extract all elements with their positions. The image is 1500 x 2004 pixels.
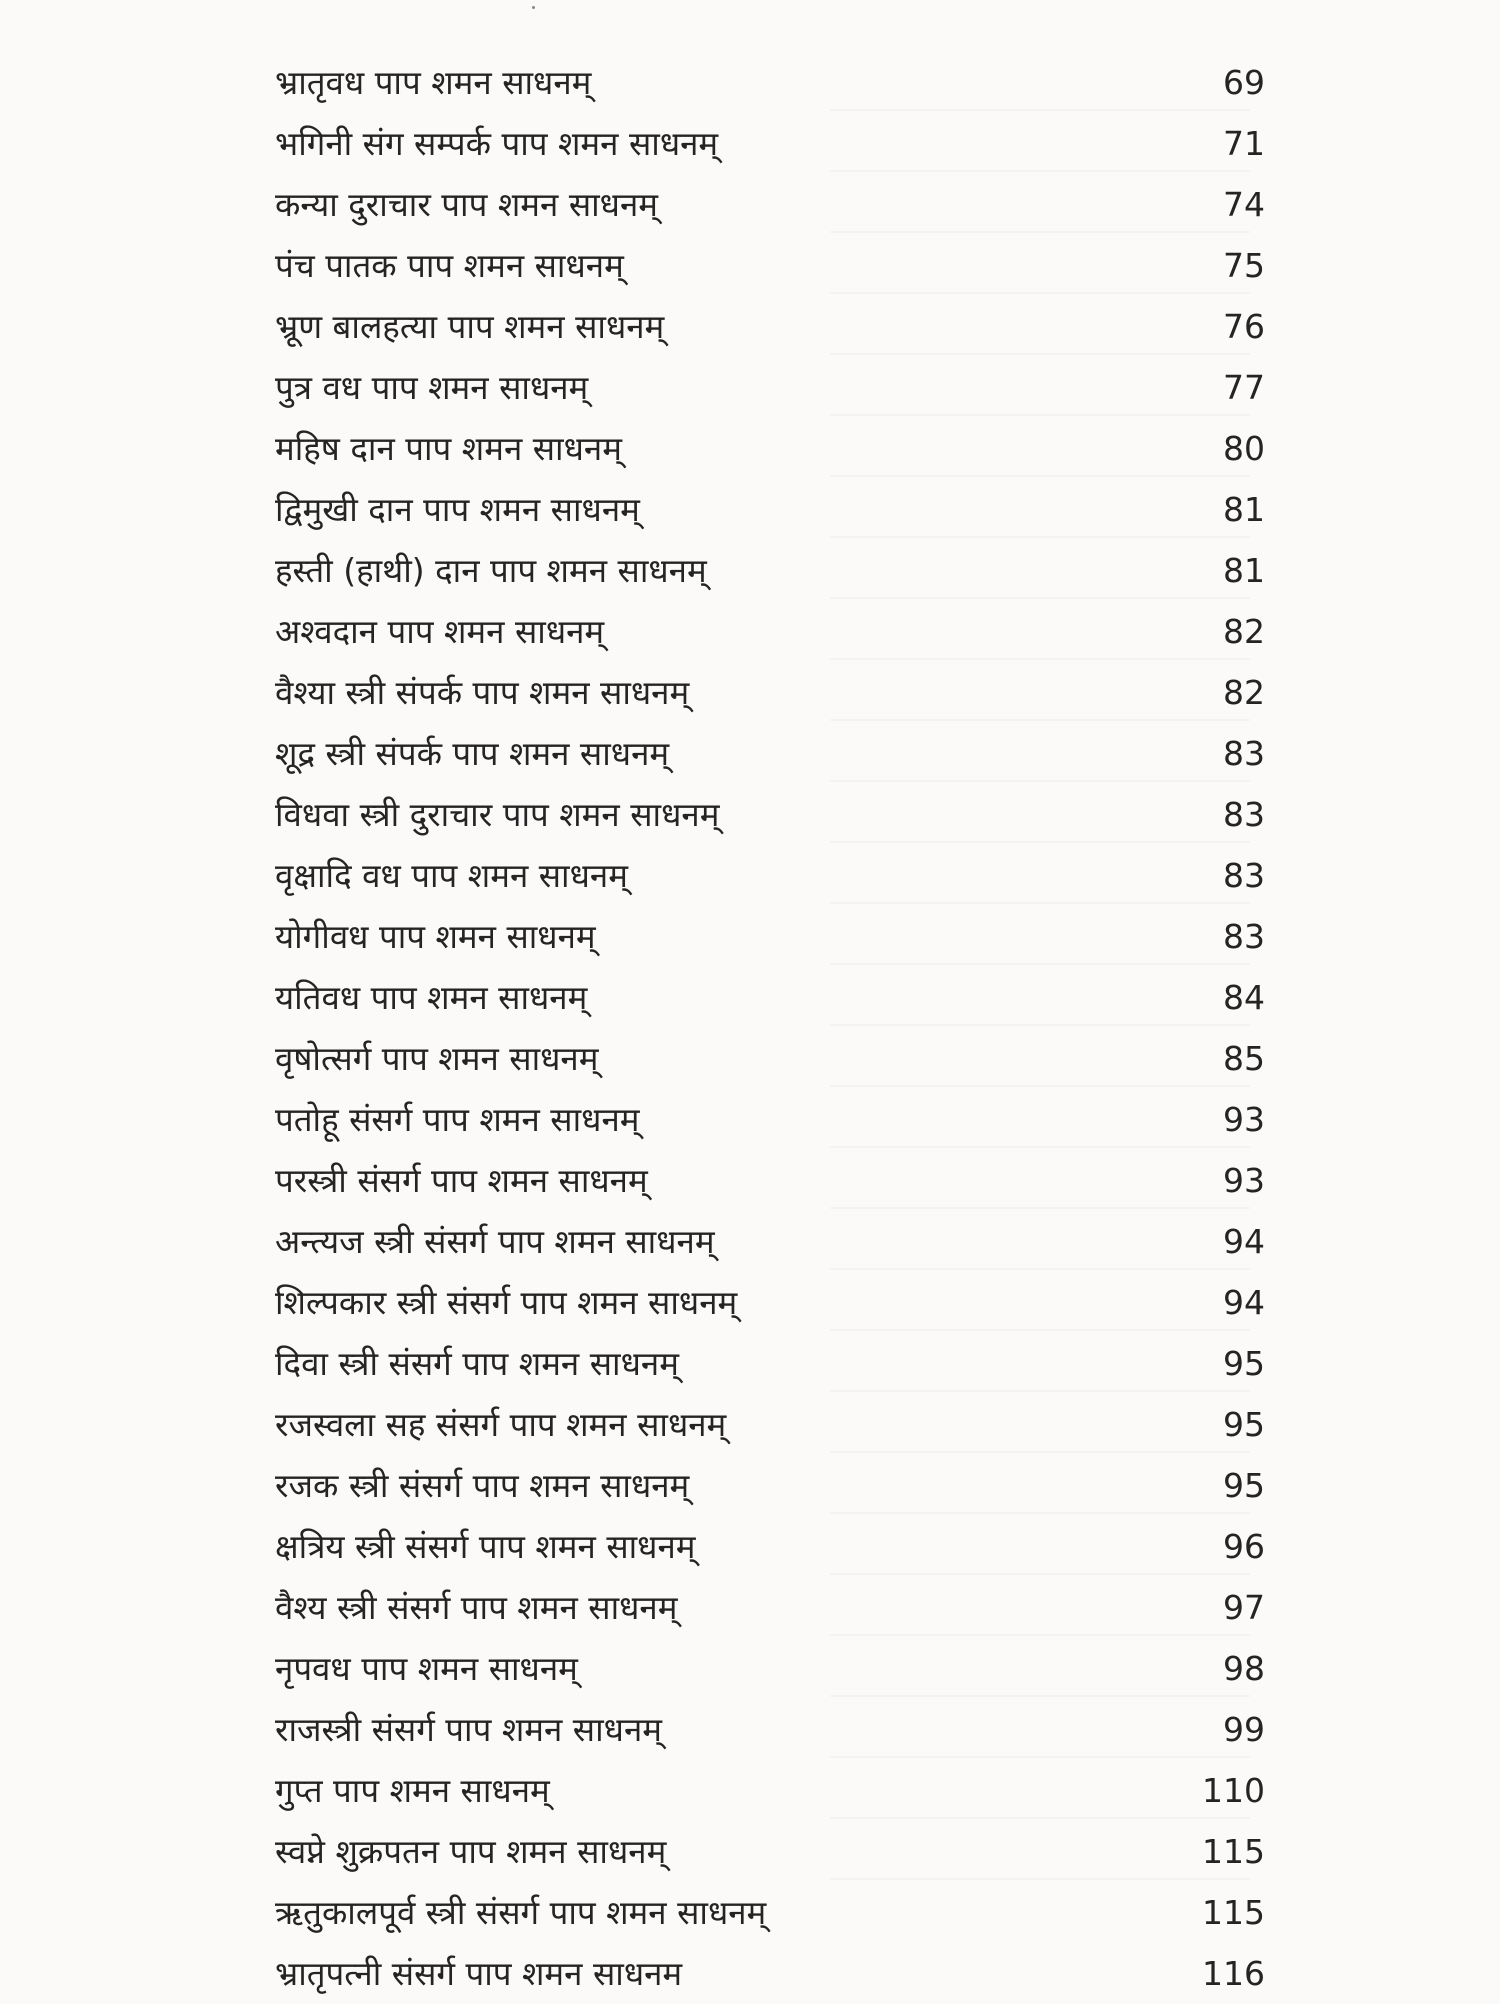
toc-entry <box>275 784 1265 845</box>
toc-entry-title: स्वप्ने शुक्रपतन पाप शमन साधनम् <box>275 1832 667 1871</box>
toc-entry-page-number: 77 <box>1223 368 1265 407</box>
toc-entry-page-number: 84 <box>1223 978 1265 1017</box>
toc-entry <box>275 906 1265 967</box>
toc-entry-title: शिल्पकार स्त्री संसर्ग पाप शमन साधनम् <box>275 1283 738 1322</box>
toc-entry-page-number: 93 <box>1223 1161 1265 1200</box>
toc-entry-page-number: 115 <box>1202 1832 1265 1871</box>
toc-entry <box>275 1638 1265 1699</box>
toc-entry-page-number: 82 <box>1223 673 1265 712</box>
toc-entry-title: पतोहू संसर्ग पाप शमन साधनम् <box>275 1100 640 1139</box>
toc-entry-title: क्षत्रिय स्त्री संसर्ग पाप शमन साधनम् <box>275 1527 696 1566</box>
toc-entry <box>275 1821 1265 1882</box>
toc-entry-page-number: 82 <box>1223 612 1265 651</box>
toc-entry-title: अश्वदान पाप शमन साधनम् <box>275 612 605 651</box>
toc-entry-title: राजस्त्री संसर्ग पाप शमन साधनम् <box>275 1710 663 1749</box>
toc-entry <box>275 1211 1265 1272</box>
toc-entry-page-number: 83 <box>1223 734 1265 773</box>
toc-entry-title: महिष दान पाप शमन साधनम् <box>275 429 622 468</box>
toc-entry <box>275 601 1265 662</box>
toc-entry <box>275 1577 1265 1638</box>
toc-entry-title: वृषोत्सर्ग पाप शमन साधनम् <box>275 1039 599 1078</box>
table-of-contents <box>275 52 1265 2004</box>
toc-entry-page-number: 80 <box>1223 429 1265 468</box>
toc-entry-title: ऋतुकालपूर्व स्त्री संसर्ग पाप शमन साधनम् <box>275 1893 767 1932</box>
toc-entry-title: योगीवध पाप शमन साधनम् <box>275 917 596 956</box>
toc-entry-title: कन्या दुराचार पाप शमन साधनम् <box>275 185 659 224</box>
toc-entry-title: वृक्षादि वध पाप शमन साधनम् <box>275 856 628 895</box>
toc-entry-page-number: 76 <box>1223 307 1265 346</box>
toc-entry <box>275 1089 1265 1150</box>
toc-entry-page-number: 95 <box>1223 1344 1265 1383</box>
toc-entry-page-number: 69 <box>1223 63 1265 102</box>
toc-entry-page-number: 96 <box>1223 1527 1265 1566</box>
toc-entry-title: द्विमुखी दान पाप शमन साधनम् <box>275 490 640 529</box>
toc-entry <box>275 1882 1265 1943</box>
toc-entry-title: अन्त्यज स्त्री संसर्ग पाप शमन साधनम् <box>275 1222 715 1261</box>
toc-entry-page-number: 83 <box>1223 856 1265 895</box>
toc-entry-title: हस्ती (हाथी) दान पाप शमन साधनम् <box>275 551 707 590</box>
toc-entry-page-number: 95 <box>1223 1405 1265 1444</box>
toc-entry-page-number: 110 <box>1202 1771 1265 1810</box>
toc-entry-page-number: 98 <box>1223 1649 1265 1688</box>
toc-entry-page-number: 74 <box>1223 185 1265 224</box>
toc-entry <box>275 1516 1265 1577</box>
toc-entry-page-number: 97 <box>1223 1588 1265 1627</box>
toc-entry <box>275 1150 1265 1211</box>
toc-entry-page-number: 94 <box>1223 1283 1265 1322</box>
toc-entry-title: भगिनी संग सम्पर्क पाप शमन साधनम् <box>275 124 719 163</box>
toc-entry-title: पुत्र वध पाप शमन साधनम् <box>275 368 589 407</box>
toc-entry <box>275 1699 1265 1760</box>
toc-entry <box>275 357 1265 418</box>
toc-entry-page-number: 81 <box>1223 551 1265 590</box>
toc-entry <box>275 845 1265 906</box>
toc-entry <box>275 662 1265 723</box>
toc-entry-page-number: 83 <box>1223 917 1265 956</box>
toc-entry-title: विधवा स्त्री दुराचार पाप शमन साधनम् <box>275 795 720 834</box>
toc-entry <box>275 540 1265 601</box>
toc-entry <box>275 235 1265 296</box>
toc-entry-page-number: 81 <box>1223 490 1265 529</box>
toc-entry <box>275 418 1265 479</box>
toc-entry-page-number: 83 <box>1223 795 1265 834</box>
toc-entry-page-number: 85 <box>1223 1039 1265 1078</box>
toc-entry-page-number: 116 <box>1202 1954 1265 1993</box>
toc-entry-title: दिवा स्त्री संसर्ग पाप शमन साधनम् <box>275 1344 679 1383</box>
toc-entry-page-number: 75 <box>1223 246 1265 285</box>
toc-entry <box>275 479 1265 540</box>
toc-entry-page-number: 94 <box>1223 1222 1265 1261</box>
toc-entry <box>275 1760 1265 1821</box>
toc-entry <box>275 1272 1265 1333</box>
toc-entry <box>275 1028 1265 1089</box>
toc-entry <box>275 113 1265 174</box>
toc-entry <box>275 1943 1265 2004</box>
toc-entry <box>275 174 1265 235</box>
toc-entry <box>275 296 1265 357</box>
toc-entry <box>275 52 1265 113</box>
toc-entry-title: पंच पातक पाप शमन साधनम् <box>275 246 624 285</box>
toc-entry-title: रजक स्त्री संसर्ग पाप शमन साधनम् <box>275 1466 690 1505</box>
toc-entry <box>275 1455 1265 1516</box>
toc-entry-title: वैश्य स्त्री संसर्ग पाप शमन साधनम् <box>275 1588 678 1627</box>
toc-entry <box>275 723 1265 784</box>
toc-entry-title: परस्त्री संसर्ग पाप शमन साधनम् <box>275 1161 648 1200</box>
toc-entry-title: भ्रूण बालहत्या पाप शमन साधनम् <box>275 307 665 346</box>
toc-entry-title: नृपवध पाप शमन साधनम् <box>275 1649 578 1688</box>
toc-entry-page-number: 93 <box>1223 1100 1265 1139</box>
toc-entry-page-number: 95 <box>1223 1466 1265 1505</box>
toc-entry-page-number: 71 <box>1223 124 1265 163</box>
toc-entry-title: यतिवध पाप शमन साधनम् <box>275 978 588 1017</box>
scan-speck <box>532 6 535 9</box>
toc-entry-page-number: 99 <box>1223 1710 1265 1749</box>
toc-entry-title: भ्रातृपत्नी संसर्ग पाप शमन साधनम <box>275 1954 683 1993</box>
toc-entry-page-number: 115 <box>1202 1893 1265 1932</box>
toc-entry-title: वैश्या स्त्री संपर्क पाप शमन साधनम् <box>275 673 690 712</box>
toc-entry-title: शूद्र स्त्री संपर्क पाप शमन साधनम् <box>275 734 670 773</box>
toc-entry-title: भ्रातृवध पाप शमन साधनम् <box>275 63 592 102</box>
toc-entry <box>275 967 1265 1028</box>
toc-entry-title: गुप्त पाप शमन साधनम् <box>275 1771 550 1810</box>
toc-entry <box>275 1394 1265 1455</box>
toc-entry-title: रजस्वला सह संसर्ग पाप शमन साधनम् <box>275 1405 727 1444</box>
toc-entry <box>275 1333 1265 1394</box>
